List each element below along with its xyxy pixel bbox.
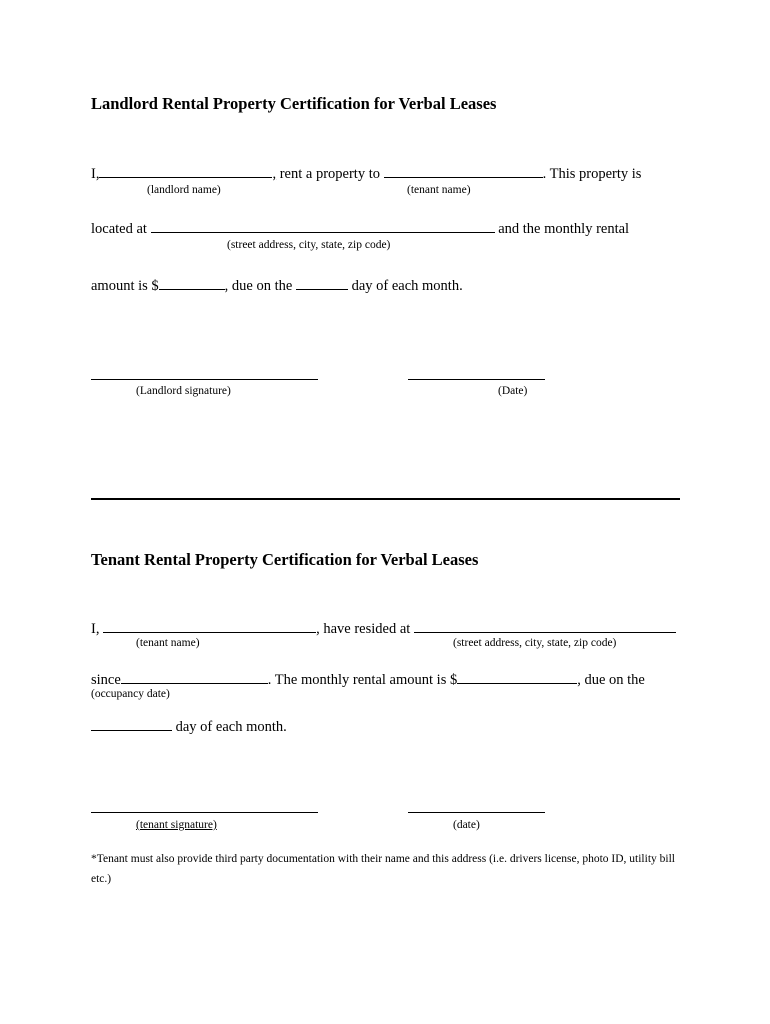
tenant-i-text: I, bbox=[91, 621, 104, 637]
tenant-line-1 bbox=[91, 619, 676, 638]
tenant-due-text: , due on the bbox=[577, 672, 645, 688]
landlord-i-text: I, bbox=[91, 166, 100, 182]
caption-landlord-address: (street address, city, state, zip code) bbox=[227, 239, 391, 251]
tenant-occupancy-date-field[interactable] bbox=[121, 670, 268, 684]
landlord-amount-field[interactable] bbox=[159, 276, 225, 290]
caption-tenant-name-2: (tenant name) bbox=[136, 637, 200, 649]
landlord-due-day-field[interactable] bbox=[296, 276, 348, 290]
caption-tenant-date: (date) bbox=[453, 819, 480, 831]
landlord-tenant-name-field[interactable] bbox=[384, 164, 543, 178]
caption-landlord-date: (Date) bbox=[498, 385, 528, 397]
tenant-monthly-text: . The monthly rental amount is $ bbox=[267, 672, 458, 688]
landlord-line-3 bbox=[91, 276, 463, 295]
caption-occupancy-date: (occupancy date) bbox=[91, 688, 170, 700]
landlord-due-text: , due on the bbox=[224, 278, 296, 294]
tenant-day-text: day of each month. bbox=[172, 719, 287, 735]
tenant-name-field[interactable] bbox=[103, 619, 316, 633]
tenant-line-2 bbox=[91, 670, 645, 689]
landlord-day-text: day of each month. bbox=[347, 278, 463, 294]
tenant-due-day-field[interactable] bbox=[91, 717, 172, 731]
tenant-documentation-note: *Tenant must also provide third party documentation with their name and this address (i.e. drivers license, photo ID, utility bill etc.) bbox=[91, 853, 675, 885]
landlord-located-text: located at bbox=[91, 221, 151, 237]
landlord-line-1 bbox=[91, 164, 641, 183]
landlord-line-2 bbox=[91, 219, 629, 238]
caption-tenant-name: (tenant name) bbox=[407, 184, 471, 196]
landlord-section-title: Landlord Rental Property Certification for Verbal Leases bbox=[91, 94, 497, 113]
tenant-section-title: Tenant Rental Property Certification for Verbal Leases bbox=[91, 550, 479, 569]
caption-landlord-name: (landlord name) bbox=[147, 184, 221, 196]
landlord-property-text: . This property is bbox=[542, 166, 642, 182]
landlord-rent-text: rent a property to bbox=[276, 166, 384, 182]
caption-tenant-signature: (tenant signature) bbox=[136, 819, 217, 831]
tenant-resided-text: , have resided at bbox=[316, 621, 414, 637]
tenant-date-line[interactable] bbox=[408, 812, 545, 813]
tenant-since-text: since bbox=[91, 672, 121, 688]
section-divider bbox=[91, 498, 680, 500]
landlord-date-line[interactable] bbox=[408, 379, 545, 380]
landlord-address-field[interactable] bbox=[151, 219, 495, 233]
tenant-signature-line[interactable] bbox=[91, 812, 318, 813]
landlord-amount-text: amount is $ bbox=[91, 278, 159, 294]
landlord-comma: , bbox=[272, 166, 277, 182]
tenant-address-field[interactable] bbox=[414, 619, 676, 633]
landlord-monthly-text: and the monthly rental bbox=[494, 221, 630, 237]
tenant-line-3 bbox=[91, 717, 287, 736]
tenant-amount-field[interactable] bbox=[457, 670, 577, 684]
caption-tenant-address: (street address, city, state, zip code) bbox=[453, 637, 617, 649]
caption-landlord-signature: (Landlord signature) bbox=[136, 385, 231, 397]
landlord-name-field[interactable] bbox=[99, 164, 272, 178]
landlord-signature-line[interactable] bbox=[91, 379, 318, 380]
